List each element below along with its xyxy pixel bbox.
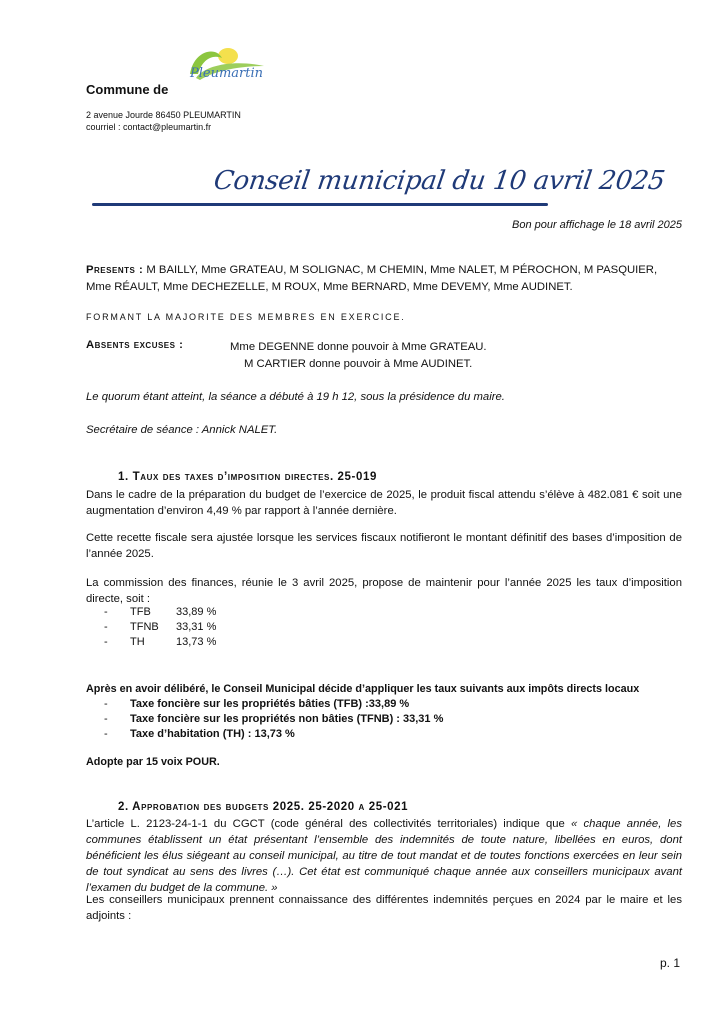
section1-p3: La commission des finances, réunie le 3 avril 2025, propose de maintenir pour l’année 2025 les taux d’imposition directe, soit : xyxy=(86,577,682,605)
document-title: Conseil municipal du 10 avril 2025 xyxy=(211,166,667,196)
absent-1: Mme DEGENNE donne pouvoir à Mme GRATEAU. xyxy=(230,341,487,353)
list-item: - TFB 33,89 % xyxy=(104,606,217,618)
commune-logo xyxy=(176,44,268,88)
decision-text: Après en avoir délibéré, le Conseil Municipal décide d’appliquer les taux suivants aux impôts directs locaux xyxy=(86,683,640,695)
section2-intro: L’article L. 2123-24-1-1 du CGCT (code général des collectivités territoriales) indique que xyxy=(86,818,572,830)
page-number: p. 1 xyxy=(659,956,680,970)
vote-result: Adopte par 15 voix POUR. xyxy=(86,756,220,768)
list-item: - TH 13,73 % xyxy=(104,636,217,648)
section2-p2: Les conseillers municipaux prennent connaissance des différentes indemnités perçues en 2024 par le maire et les adjoints : xyxy=(86,894,682,922)
majorite-line: FORMANT LA MAJORITE DES MEMBRES EN EXERCICE. xyxy=(86,312,406,322)
affichage-date: Bon pour affichage le 18 avril 2025 xyxy=(511,219,682,231)
section2-quote: « chaque année, les communes établissent un état présentant l’ensemble des indemnités de toute nature, libellées en euros, dont bénéficient les élus siégeant au conseil municipal, au titre de tout mandat et de toutes fonctions exercées en leur sein de tout syndicat au sens des livres (…). Cet état est communiqué chaque année aux conseillers municipaux avant l’examen du budget de la commune. » xyxy=(86,818,682,894)
secretaire-text: Secrétaire de séance : Annick NALET. xyxy=(86,424,278,436)
quorum-text: Le quorum étant atteint, la séance a débuté à 19 h 12, sous la présidence du maire. xyxy=(86,391,505,403)
section2-p1 xyxy=(86,816,682,896)
absents-block xyxy=(230,339,487,373)
email: courriel : contact@pleumartin.fr xyxy=(86,122,212,132)
presents-names: M BAILLY, Mme GRATEAU, M SOLIGNAC, M CHEMIN, Mme NALET, M PÉROCHON, M PASQUIER, Mme RÉAULT, Mme DECHEZELLE, M ROUX, Mme BERNARD, Mme DEVEMY, Mme AUDINET. xyxy=(86,264,658,293)
decided-list xyxy=(104,697,443,742)
commune-label: Commune de xyxy=(86,82,169,97)
address-block xyxy=(86,109,241,133)
list-item: - Taxe foncière sur les propriétés bâties (TFB) :33,89 % xyxy=(104,698,410,710)
logo-text: Pleumartin xyxy=(190,66,264,81)
section1-p2: Cette recette fiscale sera ajustée lorsque les services fiscaux notifieront le montant définitif des bases d’imposition de l’année 2025. xyxy=(86,532,682,560)
list-item: - Taxe foncière sur les propriétés non bâties (TFNB) : 33,31 % xyxy=(104,713,444,725)
section2-heading: 2. Approbation des budgets 2025. 25-2020 a 25-021 xyxy=(118,801,409,813)
list-item: - Taxe d’habitation (TH) : 13,73 % xyxy=(104,728,295,740)
section1-heading: 1. Taux des taxes d’imposition directes. 25-019 xyxy=(118,471,377,483)
presents-paragraph xyxy=(86,262,682,296)
section1-p1: Dans le cadre de la préparation du budget de l’exercice de 2025, le produit fiscal attendu s’élève à 482.081 € soit une augmentation d’environ 4,49 % par rapport à l’année dernière. xyxy=(86,489,682,517)
presents-label: Presents : xyxy=(86,264,144,276)
absents-label: Absents excuses : xyxy=(86,339,184,351)
title-underline xyxy=(92,203,548,206)
absent-2: M CARTIER donne pouvoir à Mme AUDINET. xyxy=(244,358,473,370)
address: 2 avenue Jourde 86450 PLEUMARTIN xyxy=(86,110,241,120)
list-item: - TFNB 33,31 % xyxy=(104,621,217,633)
rates-list xyxy=(104,605,216,650)
